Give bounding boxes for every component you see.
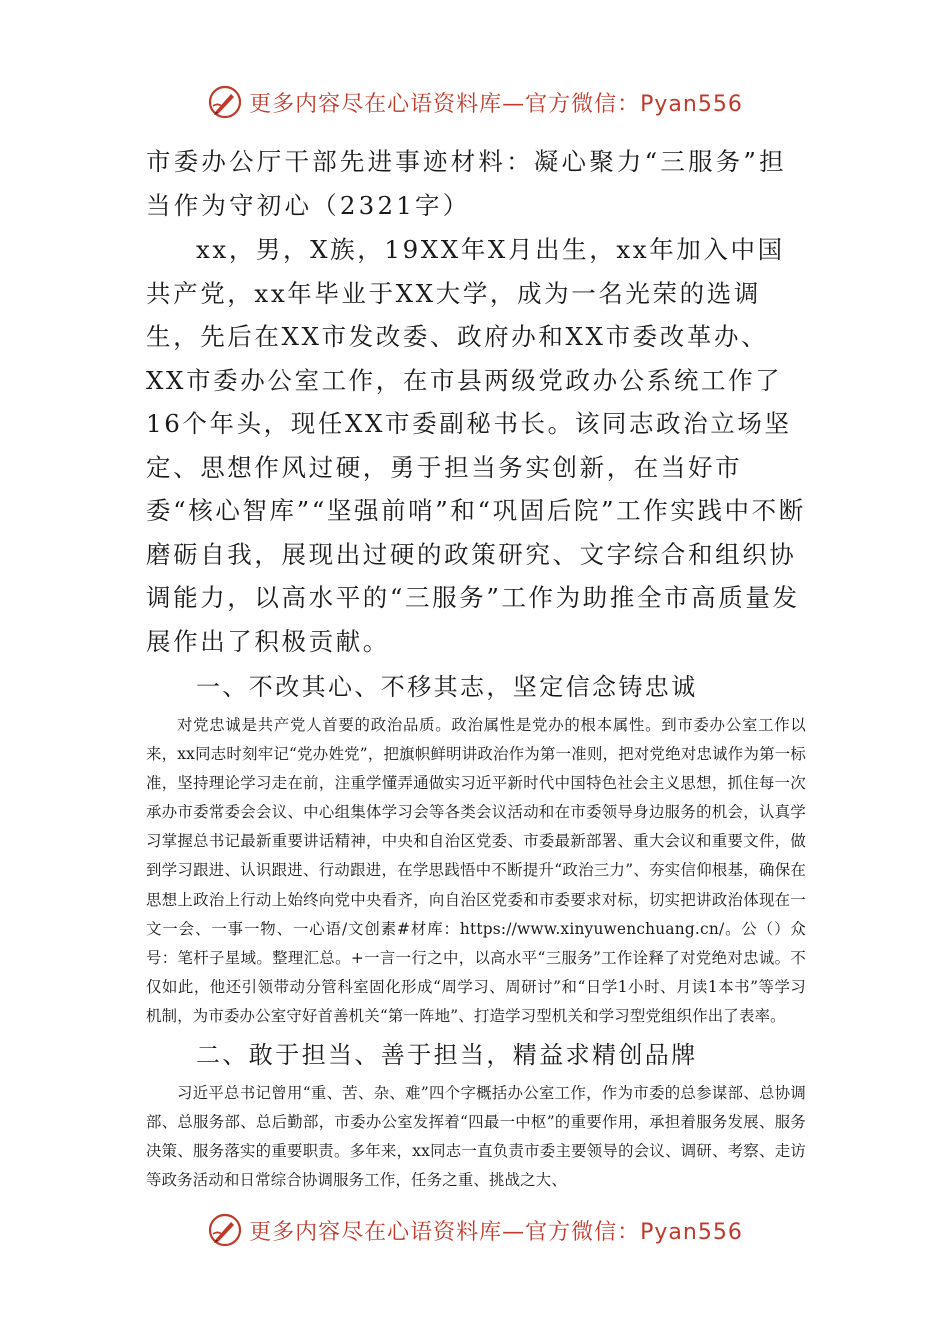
section-1-paragraph: 对党忠诚是共产党人首要的政治品质。政治属性是党办的根本属性。到市委办公室工作以来，xx同志时刻牢记“党办姓党”，把旗帜鲜明讲政治作为第一准则，把对党绝对忠诚作为第一标准，坚持理论学习走在前，注重学懂弄通做实习近平新时代中国特色社会主义思想，抓住每一次承办市委常委会会议、中心组集体学习会等各类会议活动和在市委领导身边服务的机会，认真学习掌握总书记最新重要讲话精神，中央和自治区党委、市委最新部署、重大会议和重要文件，做到学习跟进、认识跟进、行动跟进，在学思践悟中不断提升“政治三力”、夯实信仰根基，确保在思想上政治上行动上始终向党中央看齐，向自治区党委和市委要求对标，切实把讲政治体现在一文一会、一事一物、一心语/文创素#材库：https://www.xinyuwenchuang.cn/。公（）众号：笔杆子星域。整理汇总。+一言一行之中，以高水平“三服务”工作诠释了对党绝对忠诚。不仅如此，他还引领带动分管科室固化形成“周学习、周研讨”和“日学1小时、月读1本书”等学习机制，为市委办公室守好首善机关“第一阵地”、打造学习型机关和学习型党组织作出了表率。 xyxy=(146,716,806,1025)
intro-paragraph: xx，男，X族，19XX年X月出生，xx年加入中国共产党，xx年毕业于XX大学，成为一名光荣的选调生，先后在XX市发改委、政府办和XX市委改革办、XX市委办公室工作，在市县两级党政办公系统工作了16个年头，现任XX市委副秘书长。该同志政治立场坚定、思想作风过硬，勇于担当务实创新，在当好市委“核心智库”“坚强前哨”和“巩固后院”工作实践中不断磨砺自我，展现出过硬的政策研究、文字综合和组织协调能力，以高水平的“三服务”工作为助推全市高质量发展作出了积极贡献。 xyxy=(146,235,806,656)
section-2-paragraph: 习近平总书记曾用“重、苦、杂、难”四个字概括办公室工作，作为市委的总参谋部、总协调部、总服务部、总后勤部，市委办公室发挥着“四最一中枢”的重要作用，承担着服务发展、服务决策、服务落实的重要职责。多年来，xx同志一直负责市委主要领导的会议、调研、考察、走访等政务活动和日常综合协调服务工作，任务之重、挑战之大、 xyxy=(146,1084,806,1190)
document-title: 市委办公厅干部先进事迹材料：凝心聚力“三服务”担当作为守初心（2321字） xyxy=(146,147,787,220)
section-1-heading: 一、不改其心、不移其志，坚定信念铸忠诚 xyxy=(196,673,698,701)
pen-logo-icon xyxy=(207,84,243,120)
document-body xyxy=(146,140,806,1195)
section-2-heading: 二、敢于担当、善于担当，精益求精创品牌 xyxy=(196,1041,698,1070)
banner-text: 更多内容尽在心语资料库—官方微信：Pyan556 xyxy=(249,91,743,117)
banner-text: 更多内容尽在心语资料库—官方微信：Pyan556 xyxy=(249,1219,743,1245)
footer-banner xyxy=(0,1208,950,1252)
header-banner xyxy=(0,80,950,124)
pen-logo-icon xyxy=(207,1212,243,1248)
